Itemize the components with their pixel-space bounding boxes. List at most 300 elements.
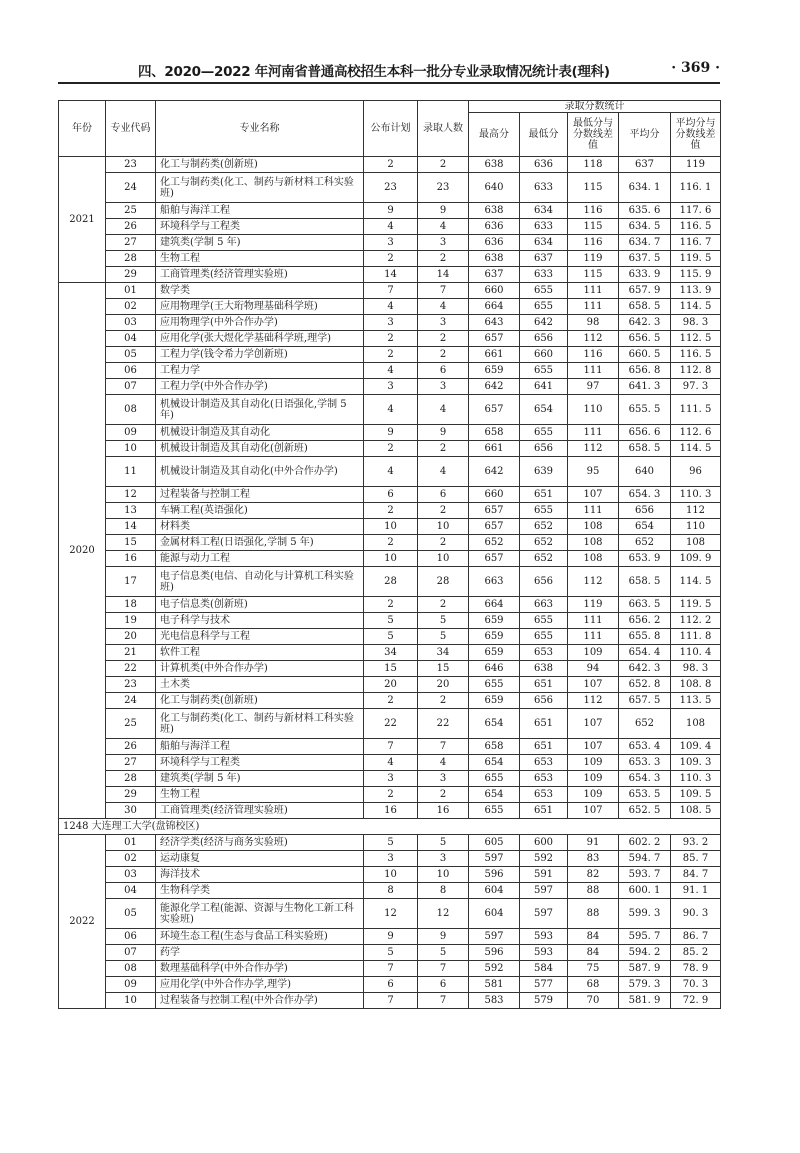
name-cell: 生物工程	[156, 787, 364, 803]
max-cell: 655	[469, 771, 520, 787]
min-diff-cell: 108	[568, 535, 619, 551]
min-diff-cell: 115	[568, 267, 619, 283]
avg-diff-cell: 116. 1	[671, 173, 721, 203]
col-name: 专业名称	[156, 101, 364, 157]
min-cell: 651	[520, 803, 568, 819]
avg-diff-cell: 98. 3	[671, 315, 721, 331]
plan-cell: 7	[364, 739, 418, 755]
name-cell: 计算机类(中外合作办学)	[156, 661, 364, 677]
avg-diff-cell: 119. 5	[671, 597, 721, 613]
table-row	[59, 977, 721, 993]
avg-cell: 660. 5	[619, 347, 671, 363]
admitted-cell: 3	[418, 235, 469, 251]
min-diff-cell: 115	[568, 173, 619, 203]
max-cell: 636	[469, 235, 520, 251]
admitted-cell: 2	[418, 441, 469, 457]
max-cell: 604	[469, 899, 520, 929]
table-row	[59, 803, 721, 819]
min-diff-cell: 70	[568, 993, 619, 1009]
avg-diff-cell: 108	[671, 709, 721, 739]
plan-cell: 28	[364, 567, 418, 597]
avg-diff-cell: 84. 7	[671, 867, 721, 883]
code-cell: 26	[106, 219, 156, 235]
max-cell: 581	[469, 977, 520, 993]
admitted-cell: 4	[418, 219, 469, 235]
table-row	[59, 867, 721, 883]
avg-cell: 599. 3	[619, 899, 671, 929]
min-cell: 653	[520, 755, 568, 771]
avg-diff-cell: 112. 5	[671, 331, 721, 347]
table-row	[59, 661, 721, 677]
admitted-cell: 15	[418, 661, 469, 677]
min-diff-cell: 88	[568, 883, 619, 899]
code-cell: 06	[106, 363, 156, 379]
min-diff-cell: 112	[568, 693, 619, 709]
min-diff-cell: 97	[568, 379, 619, 395]
plan-cell: 14	[364, 267, 418, 283]
plan-cell: 3	[364, 851, 418, 867]
code-cell: 18	[106, 597, 156, 613]
avg-diff-cell: 110. 3	[671, 771, 721, 787]
plan-cell: 5	[364, 945, 418, 961]
name-cell: 工程力学(中外合作办学)	[156, 379, 364, 395]
avg-diff-cell: 91. 1	[671, 883, 721, 899]
avg-cell: 654	[619, 519, 671, 535]
code-cell: 08	[106, 961, 156, 977]
avg-cell: 595. 7	[619, 929, 671, 945]
admitted-cell: 20	[418, 677, 469, 693]
col-score-group: 录取分数统计	[469, 101, 721, 113]
avg-cell: 654. 4	[619, 645, 671, 661]
year-cell: 2022	[59, 835, 106, 1009]
max-cell: 654	[469, 787, 520, 803]
name-cell: 电子信息类(电信、自动化与计算机工科实验班)	[156, 567, 364, 597]
name-cell: 经济学类(经济与商务实验班)	[156, 835, 364, 851]
name-cell: 应用物理学(中外合作办学)	[156, 315, 364, 331]
admitted-cell: 3	[418, 379, 469, 395]
max-cell: 664	[469, 299, 520, 315]
avg-diff-cell: 113. 9	[671, 283, 721, 299]
plan-cell: 4	[364, 299, 418, 315]
admitted-cell: 6	[418, 487, 469, 503]
max-cell: 657	[469, 331, 520, 347]
max-cell: 592	[469, 961, 520, 977]
code-cell: 07	[106, 379, 156, 395]
name-cell: 车辆工程(英语强化)	[156, 503, 364, 519]
max-cell: 605	[469, 835, 520, 851]
name-cell: 化工与制药类(化工、制药与新材料工科实验班)	[156, 173, 364, 203]
name-cell: 化工与制药类(化工、制药与新材料工科实验班)	[156, 709, 364, 739]
code-cell: 24	[106, 693, 156, 709]
plan-cell: 4	[364, 219, 418, 235]
avg-cell: 656. 2	[619, 613, 671, 629]
name-cell: 药学	[156, 945, 364, 961]
avg-diff-cell: 116. 5	[671, 347, 721, 363]
max-cell: 642	[469, 457, 520, 487]
table-row	[59, 629, 721, 645]
plan-cell: 2	[364, 787, 418, 803]
name-cell: 电子科学与技术	[156, 613, 364, 629]
avg-diff-cell: 114. 5	[671, 299, 721, 315]
page-number: · 369 ·	[671, 60, 720, 76]
admitted-cell: 9	[418, 929, 469, 945]
max-cell: 596	[469, 945, 520, 961]
name-cell: 工商管理类(经济管理实验班)	[156, 803, 364, 819]
name-cell: 过程装备与控制工程	[156, 487, 364, 503]
min-diff-cell: 116	[568, 203, 619, 219]
table-row	[59, 993, 721, 1009]
avg-cell: 656. 6	[619, 425, 671, 441]
code-cell: 04	[106, 331, 156, 347]
code-cell: 27	[106, 755, 156, 771]
code-cell: 16	[106, 551, 156, 567]
school-name: 1248 大连理工大学(盘锦校区)	[59, 819, 721, 835]
min-cell: 597	[520, 899, 568, 929]
avg-cell: 634. 7	[619, 235, 671, 251]
max-cell: 652	[469, 535, 520, 551]
code-cell: 25	[106, 203, 156, 219]
avg-cell: 593. 7	[619, 867, 671, 883]
min-diff-cell: 110	[568, 395, 619, 425]
name-cell: 生物科学类	[156, 883, 364, 899]
avg-cell: 655. 5	[619, 395, 671, 425]
table-row	[59, 299, 721, 315]
avg-cell: 635. 6	[619, 203, 671, 219]
max-cell: 638	[469, 251, 520, 267]
admitted-cell: 7	[418, 993, 469, 1009]
name-cell: 化工与制药类(创新班)	[156, 693, 364, 709]
min-diff-cell: 119	[568, 597, 619, 613]
avg-diff-cell: 90. 3	[671, 899, 721, 929]
avg-cell: 652	[619, 709, 671, 739]
min-cell: 642	[520, 315, 568, 331]
name-cell: 电子信息类(创新班)	[156, 597, 364, 613]
avg-diff-cell: 111. 5	[671, 395, 721, 425]
col-code: 专业代码	[106, 101, 156, 157]
admitted-cell: 22	[418, 709, 469, 739]
plan-cell: 2	[364, 441, 418, 457]
min-diff-cell: 95	[568, 457, 619, 487]
avg-cell: 587. 9	[619, 961, 671, 977]
plan-cell: 3	[364, 379, 418, 395]
avg-diff-cell: 112. 8	[671, 363, 721, 379]
code-cell: 03	[106, 867, 156, 883]
admitted-cell: 9	[418, 203, 469, 219]
avg-diff-cell: 108	[671, 535, 721, 551]
table-row	[59, 945, 721, 961]
max-cell: 646	[469, 661, 520, 677]
avg-diff-cell: 111. 8	[671, 629, 721, 645]
min-diff-cell: 107	[568, 739, 619, 755]
name-cell: 机械设计制造及其自动化(创新班)	[156, 441, 364, 457]
col-avg-diff: 平均分与分数线差值	[671, 113, 721, 157]
code-cell: 28	[106, 251, 156, 267]
school-row	[59, 819, 721, 835]
plan-cell: 12	[364, 899, 418, 929]
plan-cell: 34	[364, 645, 418, 661]
code-cell: 06	[106, 929, 156, 945]
admitted-cell: 14	[418, 267, 469, 283]
code-cell: 07	[106, 945, 156, 961]
avg-cell: 653. 3	[619, 755, 671, 771]
min-cell: 579	[520, 993, 568, 1009]
admitted-cell: 5	[418, 613, 469, 629]
plan-cell: 20	[364, 677, 418, 693]
min-cell: 593	[520, 945, 568, 961]
min-diff-cell: 68	[568, 977, 619, 993]
col-plan: 公布计划	[364, 101, 418, 157]
min-diff-cell: 111	[568, 425, 619, 441]
col-year: 年份	[59, 101, 106, 157]
name-cell: 化工与制药类(创新班)	[156, 157, 364, 173]
min-cell: 651	[520, 677, 568, 693]
plan-cell: 9	[364, 929, 418, 945]
avg-diff-cell: 115. 9	[671, 267, 721, 283]
name-cell: 应用化学(中外合作办学,理学)	[156, 977, 364, 993]
plan-cell: 10	[364, 551, 418, 567]
max-cell: 660	[469, 283, 520, 299]
name-cell: 环境生态工程(生态与食品工科实验班)	[156, 929, 364, 945]
min-diff-cell: 107	[568, 677, 619, 693]
admitted-cell: 3	[418, 771, 469, 787]
admitted-cell: 34	[418, 645, 469, 661]
min-diff-cell: 83	[568, 851, 619, 867]
table-row	[59, 645, 721, 661]
min-diff-cell: 82	[568, 867, 619, 883]
avg-diff-cell: 72. 9	[671, 993, 721, 1009]
min-cell: 577	[520, 977, 568, 993]
max-cell: 643	[469, 315, 520, 331]
admitted-cell: 3	[418, 851, 469, 867]
name-cell: 能源与动力工程	[156, 551, 364, 567]
header-rule	[58, 82, 720, 84]
table-row	[59, 787, 721, 803]
name-cell: 建筑类(学制 5 年)	[156, 771, 364, 787]
avg-cell: 656. 5	[619, 331, 671, 347]
plan-cell: 2	[364, 331, 418, 347]
code-cell: 28	[106, 771, 156, 787]
avg-diff-cell: 112	[671, 503, 721, 519]
min-diff-cell: 109	[568, 771, 619, 787]
code-cell: 05	[106, 899, 156, 929]
code-cell: 24	[106, 173, 156, 203]
avg-diff-cell: 117. 6	[671, 203, 721, 219]
code-cell: 14	[106, 519, 156, 535]
avg-diff-cell: 110. 4	[671, 645, 721, 661]
admitted-cell: 8	[418, 883, 469, 899]
name-cell: 生物工程	[156, 251, 364, 267]
code-cell: 21	[106, 645, 156, 661]
min-diff-cell: 111	[568, 629, 619, 645]
code-cell: 09	[106, 977, 156, 993]
code-cell: 22	[106, 661, 156, 677]
code-cell: 23	[106, 157, 156, 173]
code-cell: 04	[106, 883, 156, 899]
min-diff-cell: 111	[568, 503, 619, 519]
table-row	[59, 567, 721, 597]
table-row	[59, 425, 721, 441]
col-admitted: 录取人数	[418, 101, 469, 157]
max-cell: 654	[469, 755, 520, 771]
name-cell: 应用化学(张大煜化学基础科学班,理学)	[156, 331, 364, 347]
avg-cell: 652. 5	[619, 803, 671, 819]
min-cell: 660	[520, 347, 568, 363]
name-cell: 环境科学与工程类	[156, 755, 364, 771]
avg-cell: 600. 1	[619, 883, 671, 899]
max-cell: 638	[469, 203, 520, 219]
avg-diff-cell: 70. 3	[671, 977, 721, 993]
avg-diff-cell: 78. 9	[671, 961, 721, 977]
plan-cell: 2	[364, 597, 418, 613]
code-cell: 15	[106, 535, 156, 551]
min-cell: 651	[520, 709, 568, 739]
min-cell: 636	[520, 157, 568, 173]
max-cell: 663	[469, 567, 520, 597]
avg-diff-cell: 85. 7	[671, 851, 721, 867]
col-avg: 平均分	[619, 113, 671, 157]
admitted-cell: 2	[418, 157, 469, 173]
avg-diff-cell: 108. 5	[671, 803, 721, 819]
avg-diff-cell: 108. 8	[671, 677, 721, 693]
avg-diff-cell: 85. 2	[671, 945, 721, 961]
avg-diff-cell: 119. 5	[671, 251, 721, 267]
table-row	[59, 203, 721, 219]
min-diff-cell: 94	[568, 661, 619, 677]
min-cell: 656	[520, 441, 568, 457]
avg-cell: 594. 7	[619, 851, 671, 867]
avg-cell: 637. 5	[619, 251, 671, 267]
admitted-cell: 6	[418, 977, 469, 993]
min-diff-cell: 115	[568, 219, 619, 235]
max-cell: 597	[469, 851, 520, 867]
avg-cell: 602. 2	[619, 835, 671, 851]
avg-cell: 653. 4	[619, 739, 671, 755]
min-diff-cell: 107	[568, 803, 619, 819]
min-cell: 651	[520, 739, 568, 755]
avg-cell: 652. 8	[619, 677, 671, 693]
min-cell: 654	[520, 395, 568, 425]
name-cell: 软件工程	[156, 645, 364, 661]
avg-cell: 642. 3	[619, 661, 671, 677]
min-cell: 653	[520, 787, 568, 803]
table-row	[59, 173, 721, 203]
code-cell: 10	[106, 993, 156, 1009]
max-cell: 596	[469, 867, 520, 883]
min-diff-cell: 111	[568, 299, 619, 315]
admitted-cell: 2	[418, 787, 469, 803]
max-cell: 655	[469, 677, 520, 693]
code-cell: 10	[106, 441, 156, 457]
table-row	[59, 739, 721, 755]
min-diff-cell: 98	[568, 315, 619, 331]
min-cell: 652	[520, 519, 568, 535]
min-cell: 655	[520, 503, 568, 519]
table-row	[59, 899, 721, 929]
code-cell: 01	[106, 835, 156, 851]
min-diff-cell: 107	[568, 709, 619, 739]
table-row	[59, 551, 721, 567]
avg-cell: 657. 9	[619, 283, 671, 299]
avg-diff-cell: 96	[671, 457, 721, 487]
table-row	[59, 363, 721, 379]
max-cell: 659	[469, 629, 520, 645]
min-cell: 653	[520, 645, 568, 661]
min-cell: 656	[520, 331, 568, 347]
code-cell: 11	[106, 457, 156, 487]
min-cell: 633	[520, 173, 568, 203]
avg-diff-cell: 110	[671, 519, 721, 535]
avg-cell: 594. 2	[619, 945, 671, 961]
table-row	[59, 961, 721, 977]
max-cell: 640	[469, 173, 520, 203]
avg-cell: 581. 9	[619, 993, 671, 1009]
name-cell: 材料类	[156, 519, 364, 535]
min-diff-cell: 108	[568, 519, 619, 535]
name-cell: 工商管理类(经济管理实验班)	[156, 267, 364, 283]
max-cell: 655	[469, 803, 520, 819]
plan-cell: 15	[364, 661, 418, 677]
admitted-cell: 4	[418, 457, 469, 487]
table-row	[59, 267, 721, 283]
avg-cell: 658. 5	[619, 441, 671, 457]
year-cell: 2020	[59, 283, 106, 819]
max-cell: 664	[469, 597, 520, 613]
avg-cell: 641. 3	[619, 379, 671, 395]
table-row	[59, 835, 721, 851]
admitted-cell: 10	[418, 551, 469, 567]
min-diff-cell: 84	[568, 929, 619, 945]
table-row	[59, 235, 721, 251]
min-cell: 584	[520, 961, 568, 977]
admitted-cell: 10	[418, 519, 469, 535]
min-cell: 597	[520, 883, 568, 899]
code-cell: 09	[106, 425, 156, 441]
table-row	[59, 693, 721, 709]
min-cell: 634	[520, 203, 568, 219]
avg-diff-cell: 116. 5	[671, 219, 721, 235]
table-row	[59, 315, 721, 331]
avg-cell: 653. 5	[619, 787, 671, 803]
name-cell: 船舶与海洋工程	[156, 203, 364, 219]
min-cell: 591	[520, 867, 568, 883]
avg-cell: 642. 3	[619, 315, 671, 331]
min-diff-cell: 112	[568, 441, 619, 457]
avg-diff-cell: 112. 6	[671, 425, 721, 441]
admitted-cell: 7	[418, 739, 469, 755]
code-cell: 03	[106, 315, 156, 331]
max-cell: 660	[469, 487, 520, 503]
min-diff-cell: 88	[568, 899, 619, 929]
max-cell: 637	[469, 267, 520, 283]
avg-cell: 652	[619, 535, 671, 551]
avg-cell: 637	[619, 157, 671, 173]
plan-cell: 3	[364, 235, 418, 251]
table-row	[59, 395, 721, 425]
name-cell: 应用物理学(王大珩物理基础科学班)	[156, 299, 364, 315]
plan-cell: 10	[364, 867, 418, 883]
plan-cell: 22	[364, 709, 418, 739]
avg-diff-cell: 109. 3	[671, 755, 721, 771]
min-diff-cell: 109	[568, 755, 619, 771]
admitted-cell: 12	[418, 899, 469, 929]
code-cell: 02	[106, 851, 156, 867]
plan-cell: 6	[364, 977, 418, 993]
avg-diff-cell: 114. 5	[671, 567, 721, 597]
min-diff-cell: 109	[568, 645, 619, 661]
table-row	[59, 771, 721, 787]
plan-cell: 4	[364, 363, 418, 379]
plan-cell: 5	[364, 835, 418, 851]
